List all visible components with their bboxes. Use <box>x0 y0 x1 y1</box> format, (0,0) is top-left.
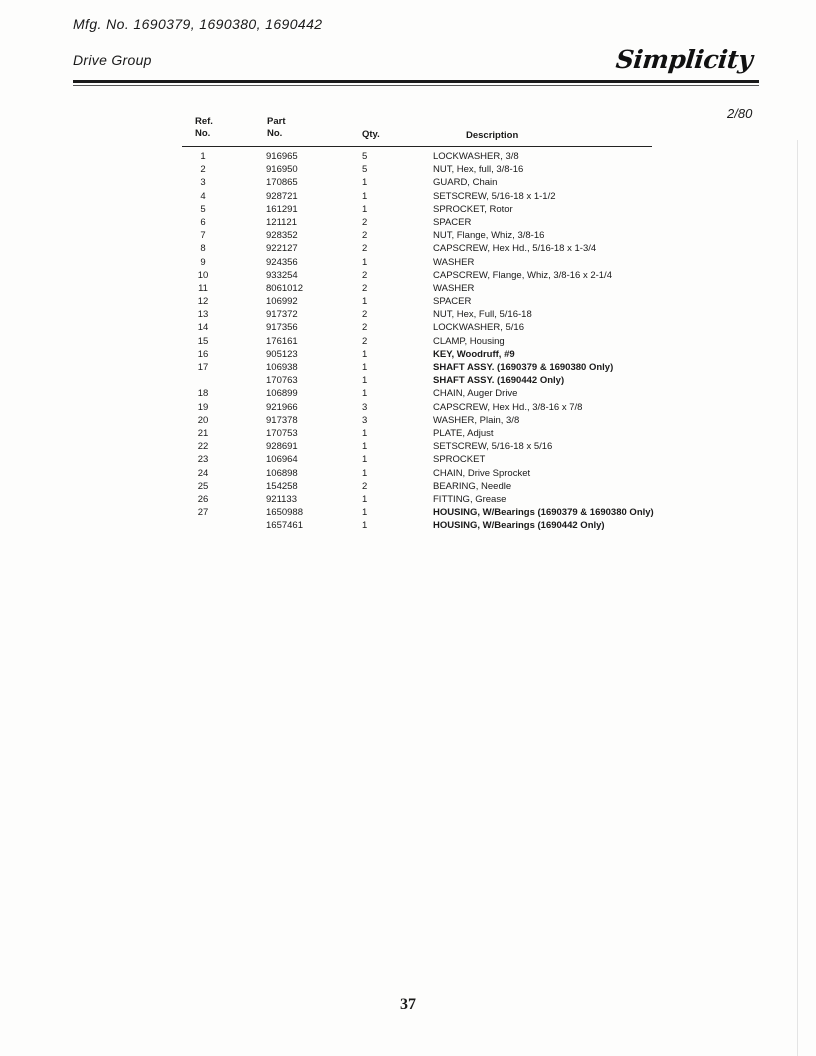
table-row <box>0 440 816 453</box>
table-row <box>0 229 816 242</box>
col-header-description: Description <box>466 130 519 141</box>
table-row <box>0 176 816 189</box>
part-number-cell: 917356 <box>266 322 298 334</box>
quantity-cell: 2 <box>362 480 368 492</box>
col-header-ref-bottom: No. <box>195 128 211 139</box>
part-number-cell: 922127 <box>266 243 298 255</box>
quantity-cell: 2 <box>362 322 368 334</box>
table-row <box>0 256 816 269</box>
description-cell: SPACER <box>433 296 472 308</box>
ref-cell: 2 <box>200 164 206 176</box>
part-number-cell: 106992 <box>266 296 298 308</box>
quantity-cell: 1 <box>362 441 368 453</box>
description-cell: SHAFT ASSY. (1690379 & 1690380 Only) <box>433 362 614 373</box>
description-cell: SPACER <box>433 216 472 228</box>
ref-cell: 12 <box>197 296 209 308</box>
description-cell: WASHER <box>433 282 475 294</box>
table-row <box>0 374 816 387</box>
table-row <box>0 216 816 229</box>
table-row <box>0 427 816 440</box>
part-number-cell: 8061012 <box>266 282 303 294</box>
description-cell: CAPSCREW, Hex Hd., 5/16-18 x 1-3/4 <box>433 243 597 255</box>
quantity-cell: 1 <box>362 375 368 387</box>
mfg-number: Mfg. No. 1690379, 1690380, 1690442 <box>73 16 323 32</box>
quantity-cell: 2 <box>362 243 368 255</box>
table-row <box>0 150 816 163</box>
parts-table-body <box>0 150 816 532</box>
quantity-cell: 2 <box>362 230 368 242</box>
part-number-cell: 106898 <box>266 467 298 479</box>
ref-cell: 18 <box>197 388 209 400</box>
table-row <box>0 361 816 374</box>
part-number-cell: 928352 <box>266 230 298 242</box>
quantity-cell: 1 <box>362 256 368 268</box>
ref-cell: 22 <box>197 441 209 453</box>
header-rule-thin <box>73 85 759 86</box>
description-cell: BEARING, Needle <box>433 480 512 492</box>
description-cell: SHAFT ASSY. (1690442 Only) <box>433 375 565 387</box>
part-number-cell: 161291 <box>266 203 298 215</box>
table-header-rule <box>182 146 652 147</box>
section-title: Drive Group <box>73 52 152 68</box>
quantity-cell: 2 <box>362 309 368 321</box>
description-cell: WASHER <box>433 256 475 268</box>
part-number-cell: 106938 <box>266 362 298 373</box>
quantity-cell: 1 <box>362 427 368 439</box>
ref-cell: 23 <box>197 454 209 466</box>
part-number-cell: 916965 <box>266 151 298 162</box>
table-row <box>0 335 816 348</box>
quantity-cell: 2 <box>362 216 368 228</box>
description-cell: WASHER, Plain, 3/8 <box>433 414 520 426</box>
ref-cell: 17 <box>197 362 209 373</box>
part-number-cell: 921133 <box>266 493 297 505</box>
ref-cell: 14 <box>197 322 209 334</box>
description-cell: SPROCKET, Rotor <box>433 203 513 215</box>
description-cell: NUT, Flange, Whiz, 3/8-16 <box>433 230 545 242</box>
description-cell: CHAIN, Drive Sprocket <box>433 467 531 479</box>
description-cell: HOUSING, W/Bearings (1690442 Only) <box>433 520 605 532</box>
ref-cell: 1 <box>200 151 206 162</box>
description-cell: CHAIN, Auger Drive <box>433 388 518 400</box>
ref-cell: 5 <box>200 203 206 215</box>
part-number-cell: 917378 <box>266 414 298 426</box>
ref-cell: 13 <box>197 309 209 321</box>
header-rule-thick <box>73 80 759 83</box>
description-cell: CLAMP, Housing <box>433 335 505 347</box>
quantity-cell: 1 <box>362 348 368 360</box>
description-cell: KEY, Woodruff, #9 <box>433 348 515 360</box>
part-number-cell: 917372 <box>266 309 298 321</box>
table-row <box>0 203 816 216</box>
col-header-qty: Qty. <box>362 129 380 140</box>
quantity-cell: 2 <box>362 269 368 281</box>
ref-cell: 6 <box>200 216 206 228</box>
table-row <box>0 387 816 400</box>
col-header-part-bottom: No. <box>267 128 283 139</box>
part-number-cell: 106899 <box>266 388 298 400</box>
table-row <box>0 269 816 282</box>
table-row <box>0 414 816 427</box>
part-number-cell: 170753 <box>266 427 298 439</box>
page-number: 37 <box>400 996 416 1013</box>
col-header-ref-top: Ref. <box>195 116 213 127</box>
part-number-cell: 916950 <box>266 164 298 176</box>
quantity-cell: 1 <box>362 507 368 519</box>
part-number-cell: 1657461 <box>266 520 303 532</box>
col-header-part-top: Part <box>267 116 286 127</box>
quantity-cell: 1 <box>362 454 368 466</box>
table-row <box>0 453 816 466</box>
table-row <box>0 308 816 321</box>
ref-cell: 25 <box>197 480 209 492</box>
ref-cell: 4 <box>200 190 206 202</box>
table-row <box>0 242 816 255</box>
description-cell: CAPSCREW, Flange, Whiz, 3/8-16 x 2-1/4 <box>433 269 612 281</box>
ref-cell: 27 <box>197 507 209 519</box>
description-cell: FITTING, Grease <box>433 493 507 505</box>
table-row <box>0 282 816 295</box>
quantity-cell: 3 <box>362 414 368 426</box>
quantity-cell: 1 <box>362 203 368 215</box>
table-row <box>0 190 816 203</box>
ref-cell: 15 <box>197 335 209 347</box>
quantity-cell: 2 <box>362 282 368 294</box>
col-header-part <box>267 116 285 140</box>
table-row <box>0 401 816 414</box>
description-cell: LOCKWASHER, 3/8 <box>433 151 519 162</box>
part-number-cell: 121121 <box>266 216 297 228</box>
table-row <box>0 348 816 361</box>
part-number-cell: 921966 <box>266 401 298 413</box>
part-number-cell: 106964 <box>266 454 298 466</box>
part-number-cell: 170865 <box>266 177 298 189</box>
ref-cell: 20 <box>197 414 209 426</box>
quantity-cell: 1 <box>362 467 368 479</box>
quantity-cell: 1 <box>362 296 368 308</box>
ref-cell: 19 <box>197 401 209 413</box>
ref-cell: 10 <box>197 269 209 281</box>
part-number-cell: 928721 <box>266 190 298 202</box>
description-cell: NUT, Hex, full, 3/8-16 <box>433 164 524 176</box>
table-row <box>0 480 816 493</box>
ref-cell: 3 <box>200 177 206 189</box>
ref-cell: 8 <box>200 243 206 255</box>
quantity-cell: 3 <box>362 401 368 413</box>
description-cell: GUARD, Chain <box>433 177 498 189</box>
ref-cell: 7 <box>200 230 206 242</box>
description-cell: LOCKWASHER, 5/16 <box>433 322 524 334</box>
description-cell: PLATE, Adjust <box>433 427 494 439</box>
scan-edge-line <box>797 140 798 1056</box>
ref-cell: 16 <box>197 348 209 360</box>
quantity-cell: 1 <box>362 362 368 373</box>
part-number-cell: 933254 <box>266 269 298 281</box>
col-header-ref <box>195 116 213 140</box>
table-row <box>0 493 816 506</box>
part-number-cell: 154258 <box>266 480 298 492</box>
quantity-cell: 1 <box>362 190 368 202</box>
description-cell: SETSCREW, 5/16-18 x 5/16 <box>433 441 553 453</box>
table-row <box>0 295 816 308</box>
part-number-cell: 1650988 <box>266 507 303 519</box>
ref-cell: 9 <box>200 256 206 268</box>
ref-cell: 21 <box>197 427 209 439</box>
ref-cell: 11 <box>198 282 208 294</box>
description-cell: SPROCKET <box>433 454 486 466</box>
table-row <box>0 467 816 480</box>
description-cell: SETSCREW, 5/16-18 x 1-1/2 <box>433 190 556 202</box>
part-number-cell: 928691 <box>266 441 298 453</box>
quantity-cell: 1 <box>362 520 368 532</box>
part-number-cell: 905123 <box>266 348 298 360</box>
quantity-cell: 5 <box>362 164 368 176</box>
ref-cell: 26 <box>197 493 209 505</box>
description-cell: CAPSCREW, Hex Hd., 3/8-16 x 7/8 <box>433 401 583 413</box>
part-number-cell: 176161 <box>266 335 298 347</box>
part-number-cell: 170763 <box>266 375 298 387</box>
description-cell: HOUSING, W/Bearings (1690379 & 1690380 Only) <box>433 507 654 519</box>
brand-logo: Simplicity <box>614 45 754 74</box>
table-row <box>0 321 816 334</box>
quantity-cell: 5 <box>362 151 368 162</box>
description-cell: NUT, Hex, Full, 5/16-18 <box>433 309 532 321</box>
quantity-cell: 1 <box>362 493 368 505</box>
quantity-cell: 1 <box>362 177 368 189</box>
part-number-cell: 924356 <box>266 256 298 268</box>
ref-cell: 24 <box>197 467 209 479</box>
table-row <box>0 163 816 176</box>
table-row <box>0 519 816 532</box>
quantity-cell: 2 <box>362 335 368 347</box>
revision-date: 2/80 <box>727 106 753 121</box>
table-row <box>0 506 816 519</box>
quantity-cell: 1 <box>362 388 368 400</box>
